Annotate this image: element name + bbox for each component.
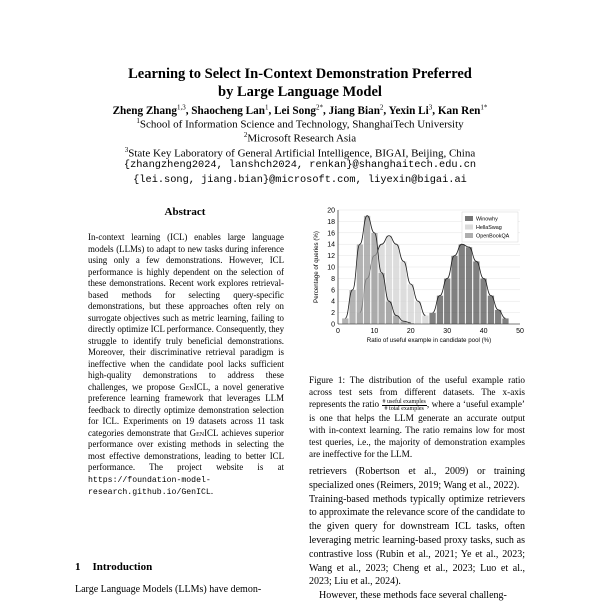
y-tick-label: 20: [327, 207, 335, 215]
bar: [458, 244, 465, 324]
figure-caption: Figure 1: The distribution of the useful example ratio across test sets from different datasets. The x-axis represents the ratio $\frac{\text{\# useful examples}}{\text{\# total examples}}$ , where a ‘useful example’ is one that helps the LLM generate an accurate output with in-context learning. The ratio remains low for most test queries, i.e., the majority of demonstration examples are ineffective for the LLM.: [309, 375, 525, 459]
y-tick-label: 4: [331, 298, 335, 306]
paragraph-start: However, these methods face several challeng-: [319, 590, 507, 602]
bar: [473, 261, 480, 324]
y-tick-label: 8: [331, 275, 335, 283]
bar: [451, 256, 458, 324]
bar: [422, 315, 429, 324]
section-heading: 1 Introduction: [75, 561, 153, 573]
bar: [488, 296, 495, 325]
intro-first-line: Large Language Models (LLMs) have demon-: [75, 584, 262, 595]
author: Yexin Li$^3$: [388, 103, 433, 117]
x-tick-label: 20: [406, 328, 415, 335]
bar: [480, 278, 487, 324]
y-tick-label: 12: [327, 253, 335, 261]
author: Shaocheng Lan$^1$: [191, 103, 269, 117]
bar: [444, 278, 451, 324]
title-line-2: by Large Language Model: [218, 84, 382, 100]
legend-swatch: [465, 216, 473, 221]
x-tick-label: 50: [516, 328, 524, 335]
affiliation: $^3$State Key Laboratory of General Artificial Intelligence, BIGAI, Beijing, China: [124, 146, 476, 160]
bar: [466, 247, 473, 324]
bar: [429, 313, 436, 324]
author: Jiang Bian$^2$: [328, 103, 384, 117]
bar: [342, 318, 349, 324]
x-tick-label: 40: [479, 328, 488, 335]
useful-ratio-chart: [300, 200, 526, 346]
x-tick-label: 10: [370, 328, 379, 335]
author: Lei Song$^{2*}$: [274, 103, 324, 117]
y-tick-label: 14: [327, 241, 335, 249]
bar: [371, 233, 378, 324]
right-column-text: [309, 465, 525, 603]
email-line-2: {lei.song, jiang.bian}@microsoft.com, liyexin@bigai.ai: [133, 174, 467, 186]
legend-label: OpenBookQA: [476, 233, 510, 240]
x-tick-label: 0: [336, 328, 340, 335]
y-tick-label: 0: [331, 321, 335, 329]
x-axis-label: Ratio of useful example in candidate pool (%): [366, 337, 492, 344]
paper-title: [0, 65, 600, 101]
affiliation: $^1$School of Information Science and Technology, ShanghaiTech University: [136, 117, 464, 131]
email-line-1: {zhangzheng2024, lanshch2024, renkan}@shanghaitech.edu.cn: [123, 159, 477, 171]
bar: [408, 284, 415, 324]
author-list: Zheng Zhang$^{1,3}$, Shaocheng Lan$^1$, Lei Song$^{2*}$, Jiang Bian$^2$, Yexin Li$^3$, Kan Ren$^{1*}$: [112, 103, 488, 117]
legend-label: HellaSwag: [476, 225, 502, 231]
legend-swatch: [465, 233, 473, 238]
ratio-fraction: $\frac{\text{\# useful examples}}{\text{\# total examples}}$: [382, 398, 426, 412]
abstract-heading: Abstract: [164, 206, 206, 218]
affiliation: $^2$Microsoft Research Asia: [243, 131, 357, 145]
x-tick-label: 30: [443, 328, 452, 335]
author: Zheng Zhang$^{1,3}$: [112, 103, 186, 117]
y-tick-label: 10: [327, 264, 335, 272]
bar: [502, 318, 509, 324]
paragraph-line: retrievers (Robertson et al., 2009) or training specialized ones (Reimers, 2019; Wang et al., 2022).: [309, 466, 525, 491]
bar: [400, 261, 407, 324]
legend-label: Winowhy: [476, 216, 498, 223]
y-axis-label: Percentage of queries (%): [313, 231, 320, 303]
abstract-body: In-context learning (ICL) enables large language models (LLMs) to adapt to new tasks during inference using only a few demonstrations. However, ICL performance is highly dependent on the selection of these demonstrations. Recent work explores retrieval-based methods for selecting query-specific demonstrations, but these approaches often rely on surrogate objectives such as metric learning, failing to directly optimize ICL performance. Consequently, they struggle to identify truly beneficial demonstrations. Moreover, their discriminative retrieval paradigm is ineffective when the candidate pool lacks sufficient high-quality demonstrations to address these challenges, we propose GenICL, a novel generative preference learning framework that leverages LLM feedback to directly optimize demonstration selection for ICL. Experiments on 19 datasets across 11 task categories demonstrate that GenICL achieves superior performance over existing methods in selecting the most effective demonstrations, leading to better ICL performance. The project website is at https://foundation-model-research.github.io/GenICL.: [88, 232, 285, 497]
y-tick-label: 2: [331, 310, 335, 318]
bar: [364, 216, 371, 324]
y-tick-label: 6: [331, 287, 335, 295]
y-tick-label: 18: [327, 218, 335, 226]
author: Kan Ren$^{1*}$: [437, 103, 488, 117]
paragraph: Training-based methods typically optimize retrievers to approximate the relevance score of the candidate to the given query for downstream ICL tasks, often leveraging metric learning-based proxy tasks, such as contrastive loss (Rubin et al., 2021; Ye et al., 2023; Wang et al., 2023; Cheng et al., 2023; Luo et al., 2023; Liu et al., 2024).: [309, 493, 526, 588]
title-line-1: Learning to Select In-Context Demonstration Preferred: [128, 66, 472, 82]
y-tick-label: 16: [327, 230, 335, 238]
project-url[interactable]: https://foundation-model-research.github.io/GenICL: [88, 475, 211, 497]
legend-swatch: [465, 225, 473, 230]
